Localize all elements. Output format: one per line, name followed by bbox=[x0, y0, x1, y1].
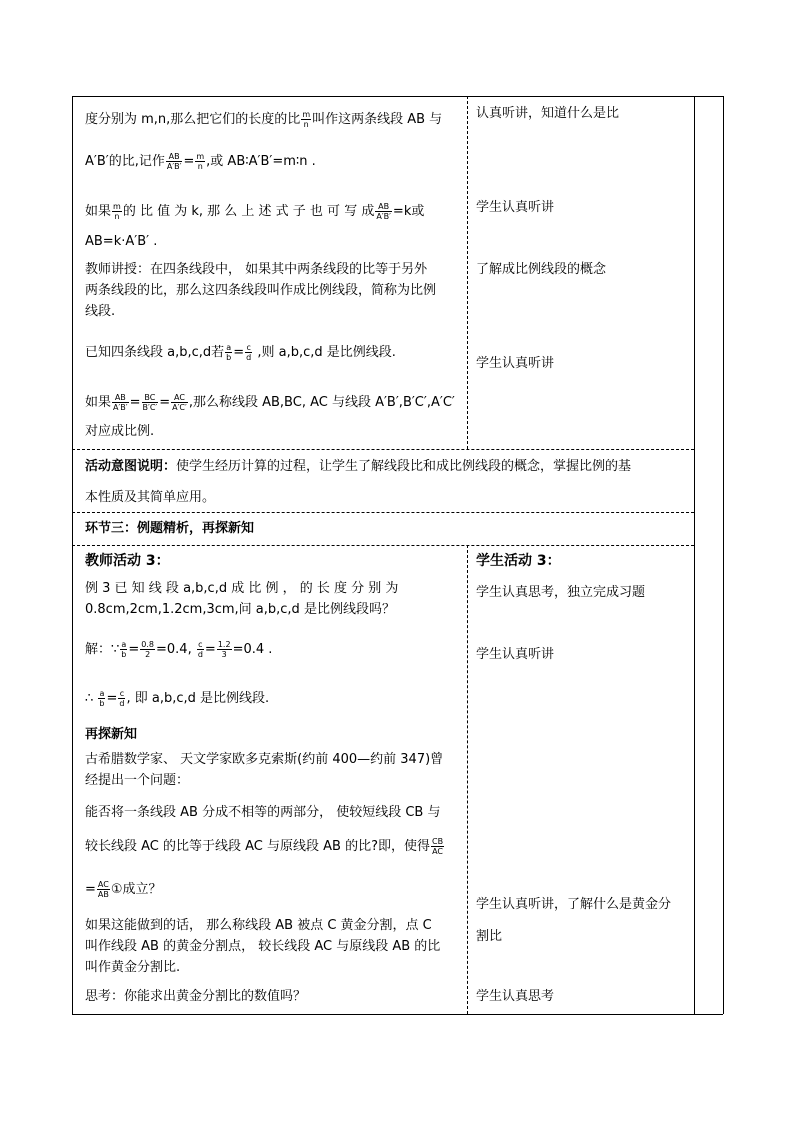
activity-intent-line2: 本性质及其简单应用。 bbox=[85, 490, 216, 505]
sub-heading-explore: 再探新知 bbox=[85, 727, 138, 742]
activity-intent-label: 活动意图说明： bbox=[85, 459, 177, 474]
para2-line2: AB=k·A′B′ . bbox=[85, 234, 158, 249]
student-activity-3-line1: 学生认真听讲，了解什么是黄金分 bbox=[476, 897, 672, 912]
row-divider-2 bbox=[72, 512, 694, 513]
history-line2: 经提出一个问题： bbox=[85, 773, 190, 788]
conclusion-line: ∴ $\frac{a}{b}$ = $\frac{c}{d}$ , 即 a,b,c,d 是比例线段. bbox=[85, 689, 270, 708]
student-activity-heading: 学生活动 3： bbox=[476, 553, 561, 569]
question-line3: = $\frac{AC}{AB}$ ①成立？ bbox=[85, 880, 162, 899]
student-note-4: 学生认真听讲 bbox=[476, 356, 555, 371]
example3-line1: 例 3 已 知 线 段 a,b,c,d 成 比 例 ， 的 长 度 分 别 为 bbox=[85, 581, 399, 596]
row-divider-3 bbox=[72, 545, 694, 546]
table-left-border bbox=[72, 96, 73, 1014]
para2-line1: 如果 $\frac{m}{n}$ 的 比 值 为 k, 那 么 上 述 式 子 也 可 写 成 $\frac{AB}{A'B'}$ =k或 bbox=[85, 202, 425, 221]
teacher-activity-heading: 教师活动 3： bbox=[85, 553, 170, 569]
para4-line: 已知四条线段 a,b,c,d若 $\frac{a}{b}$ = $\frac{c}{d}$ ,则 a,b,c,d 是比例线段. bbox=[85, 343, 396, 362]
row-divider-1 bbox=[72, 449, 694, 450]
definition-line3: 叫作黄金分割比. bbox=[85, 960, 181, 975]
column-divider-top bbox=[467, 96, 468, 449]
student-note-2: 学生认真听讲 bbox=[476, 200, 555, 215]
para3-line1: 教师讲授：在四条线段中， 如果其中两条线段的比等于另外 bbox=[85, 262, 428, 277]
student-activity-4: 学生认真思考 bbox=[476, 989, 555, 1004]
student-note-3: 了解成比例线段的概念 bbox=[476, 262, 607, 277]
section3-title: 环节三：例题精析，再探新知 bbox=[85, 521, 255, 536]
definition-line1: 如果这能做到的话， 那么称线段 AB 被点 C 黄金分割，点 C bbox=[85, 918, 432, 933]
para3-line3: 线段. bbox=[85, 304, 116, 319]
para5-line1: 如果 $\frac{AB}{A'B'}$ = $\frac{BC}{B'C'}$ = $\frac{AC}{A'C'}$ ,那么称线段 AB,BC, AC 与线段 A′B′,B′C′,A′C′ bbox=[85, 393, 455, 412]
table-right-border bbox=[723, 96, 724, 1014]
history-line1: 古希腊数学家、 天文学家欧多克索斯(约前 400—约前 347)曾 bbox=[85, 752, 444, 767]
fraction-m-n: $\frac{m}{n}$ bbox=[302, 110, 311, 129]
definition-line2: 叫作线段 AB 的黄金分割点， 较长线段 AC 与原线段 AB 的比 bbox=[85, 939, 441, 954]
solution-line: 解：∵ $\frac{a}{b}$ = $\frac{0.8}{2}$ =0.4, $\frac{c}{d}$ = $\frac{1.2}{3}$ =0.4 . bbox=[85, 640, 273, 659]
para3-line2: 两条线段的比，那么这四条线段叫作成比例线段，简称为比例 bbox=[85, 283, 437, 298]
table-margin-column-border bbox=[694, 96, 695, 1014]
column-divider-bottom bbox=[467, 545, 468, 1014]
para1-line1: 度分别为 m,n,那么把它们的长度的比 $\frac{m}{n}$ 叫作这两条线段 AB 与 bbox=[85, 110, 443, 129]
student-activity-2: 学生认真听讲 bbox=[476, 647, 555, 662]
table-top-border bbox=[72, 96, 723, 97]
student-note-1: 认真听讲，知道什么是比 bbox=[476, 106, 620, 121]
student-activity-3-line2: 割比 bbox=[476, 929, 503, 944]
question-line1: 能否将一条线段 AB 分成不相等的两部分， 使较短线段 CB 与 bbox=[85, 805, 441, 820]
para1-line2: A′B′的比,记作 $\frac{AB}{A'B'}$ = $\frac{m}{n}$ ,或 AB∶A′B′=m∶n . bbox=[85, 152, 316, 171]
think-question: 思考：你能求出黄金分割比的数值吗？ bbox=[85, 989, 307, 1004]
example3-line2: 0.8cm,2cm,1.2cm,3cm,问 a,b,c,d 是比例线段吗？ bbox=[85, 602, 395, 617]
question-line2: 较长线段 AC 的比等于线段 AC 与原线段 AB 的比?即，使得 $\frac{CB}{AC}$ bbox=[85, 837, 444, 856]
activity-intent-line1: 活动意图说明：使学生经历计算的过程，让学生了解线段比和成比例线段的概念，掌握比例的基 bbox=[85, 459, 632, 474]
student-activity-1: 学生认真思考，独立完成习题 bbox=[476, 585, 646, 600]
para5-line2: 对应成比例. bbox=[85, 424, 155, 439]
table-bottom-border bbox=[72, 1014, 723, 1015]
